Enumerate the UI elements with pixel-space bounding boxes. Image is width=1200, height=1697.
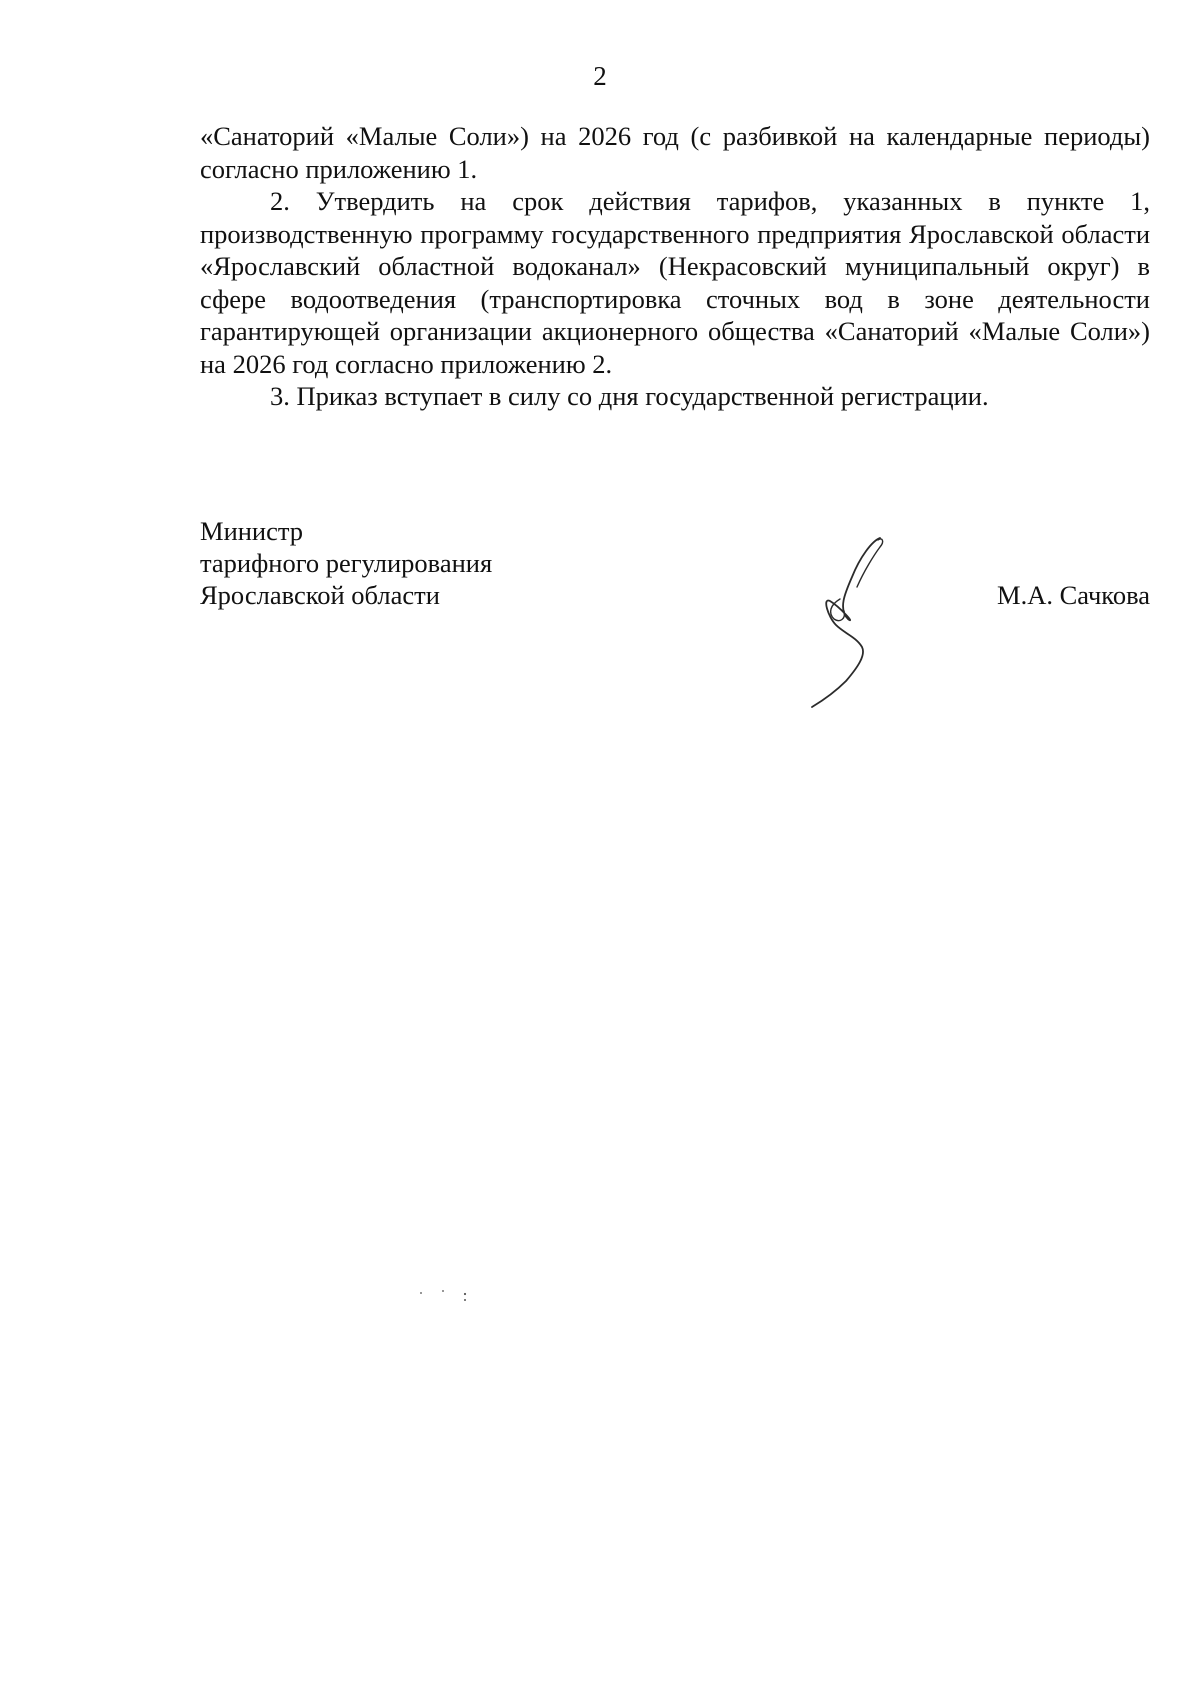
handwritten-signature-icon	[800, 535, 910, 710]
signatory-title-line: Ярославской области	[200, 580, 440, 610]
paragraph-continuation: «Санаторий «Малые Соли») на 2026 год (с разбивкой на календарные периоды) согласно приложению 1.	[200, 121, 1150, 184]
signer-name: М.А. Сачкова	[997, 580, 1150, 610]
paragraph-item-3: 3. Приказ вступает в силу со дня государственной регистрации.	[270, 381, 989, 411]
scan-specks	[415, 1285, 475, 1305]
page-number: 2	[593, 61, 607, 91]
signatory-title-line: тарифного регулирования	[200, 548, 493, 578]
signatory-title-line: Министр	[200, 516, 304, 546]
paragraph-item-2: 2. Утвердить на срок действия тарифов, указанных в пункте 1, производственную программу государственного предприятия Ярославской области «Ярославский областной водоканал» (Некрасовский муниципальный округ) в сфере водоотведения (транспортировка сточных вод в зоне деятельности гарантирующей организации акционерного общества «Санаторий «Малые Соли») на 2026 год согласно приложению 2.	[200, 186, 1150, 379]
signatory-title	[200, 515, 492, 611]
document-body	[200, 120, 1150, 413]
